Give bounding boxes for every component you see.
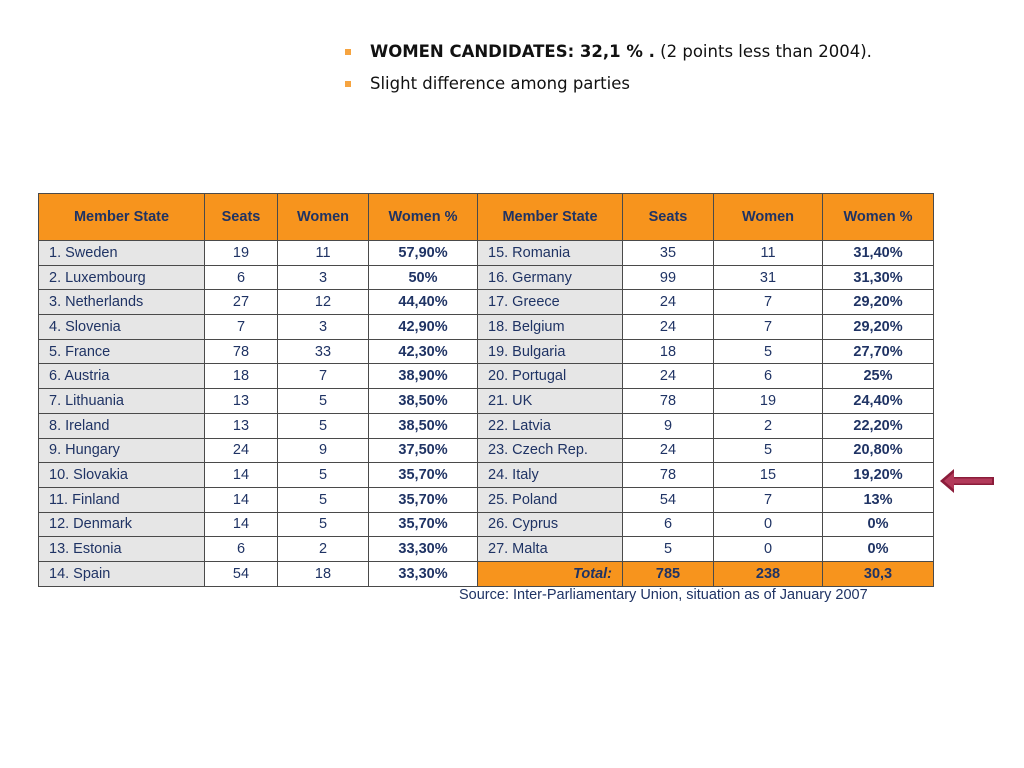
bullet-list: [345, 40, 872, 104]
table-row: [39, 438, 934, 463]
women-cell: 5: [278, 512, 369, 537]
bullet-bold-text: WOMEN CANDIDATES: 32,1 % .: [370, 42, 655, 61]
member-state-cell: 9. Hungary: [39, 438, 205, 463]
seats-cell: 7: [205, 315, 278, 340]
women-pct-cell: 31,30%: [823, 265, 934, 290]
women-pct-cell: 42,30%: [369, 339, 478, 364]
women-pct-cell: 22,20%: [823, 413, 934, 438]
table-row: [39, 265, 934, 290]
women-cell: 5: [278, 487, 369, 512]
women-cell: 0: [714, 537, 823, 562]
table-row: [39, 339, 934, 364]
women-cell: 7: [714, 290, 823, 315]
member-state-cell: 18. Belgium: [478, 315, 623, 340]
seats-cell: 19: [205, 241, 278, 266]
seats-cell: 13: [205, 389, 278, 414]
women-cell: 6: [714, 364, 823, 389]
women-cell: 31: [714, 265, 823, 290]
seats-cell: 54: [205, 561, 278, 586]
member-state-cell: 20. Portugal: [478, 364, 623, 389]
member-state-cell: 2. Luxembourg: [39, 265, 205, 290]
header-member-state: Member State: [39, 194, 205, 241]
member-state-cell: 11. Finland: [39, 487, 205, 512]
member-state-cell: 24. Italy: [478, 463, 623, 488]
seats-cell: 78: [205, 339, 278, 364]
women-pct-cell: 20,80%: [823, 438, 934, 463]
member-state-cell: 7. Lithuania: [39, 389, 205, 414]
women-pct-cell: 38,50%: [369, 389, 478, 414]
seats-cell: 14: [205, 512, 278, 537]
member-state-cell: 19. Bulgaria: [478, 339, 623, 364]
women-cell: 5: [278, 463, 369, 488]
member-state-cell: 27. Malta: [478, 537, 623, 562]
women-cell: 0: [714, 512, 823, 537]
table-row: [39, 290, 934, 315]
seats-cell: 6: [623, 512, 714, 537]
women-cell: 3: [278, 315, 369, 340]
member-state-cell: 4. Slovenia: [39, 315, 205, 340]
member-state-cell: 22. Latvia: [478, 413, 623, 438]
women-cell: 7: [714, 315, 823, 340]
member-state-cell: 6. Austria: [39, 364, 205, 389]
member-states-table: [38, 193, 934, 587]
seats-cell: 99: [623, 265, 714, 290]
bullet-parties-difference: [345, 72, 872, 104]
women-pct-cell: 42,90%: [369, 315, 478, 340]
seats-cell: 24: [623, 290, 714, 315]
women-pct-cell: 0%: [823, 537, 934, 562]
women-pct-cell: 44,40%: [369, 290, 478, 315]
seats-cell: 6: [205, 537, 278, 562]
header-member-state: Member State: [478, 194, 623, 241]
women-cell: 2: [278, 537, 369, 562]
table-row: [39, 487, 934, 512]
bullet-women-candidates: [345, 40, 872, 72]
table-row: [39, 512, 934, 537]
women-pct-cell: 31,40%: [823, 241, 934, 266]
member-state-cell: 16. Germany: [478, 265, 623, 290]
women-cell: 5: [714, 438, 823, 463]
member-state-cell: 15. Romania: [478, 241, 623, 266]
member-state-cell: 5. France: [39, 339, 205, 364]
women-cell: 11: [714, 241, 823, 266]
table-row: [39, 364, 934, 389]
women-pct-cell: 35,70%: [369, 512, 478, 537]
table-row: [39, 537, 934, 562]
women-pct-cell: 33,30%: [369, 561, 478, 586]
seats-cell: 18: [205, 364, 278, 389]
women-pct-cell: 37,50%: [369, 438, 478, 463]
total-seats-cell: 785: [623, 561, 714, 586]
women-cell: 11: [278, 241, 369, 266]
table-row: [39, 463, 934, 488]
table-row: [39, 561, 934, 586]
bullet-square-icon: [345, 81, 351, 87]
women-cell: 7: [714, 487, 823, 512]
women-pct-cell: 35,70%: [369, 487, 478, 512]
women-cell: 2: [714, 413, 823, 438]
seats-cell: 24: [623, 315, 714, 340]
member-state-cell: 1. Sweden: [39, 241, 205, 266]
seats-cell: 13: [205, 413, 278, 438]
member-state-cell: 23. Czech Rep.: [478, 438, 623, 463]
seats-cell: 24: [205, 438, 278, 463]
member-state-cell: 17. Greece: [478, 290, 623, 315]
seats-cell: 9: [623, 413, 714, 438]
table-row: [39, 315, 934, 340]
women-cell: 9: [278, 438, 369, 463]
member-state-cell: 3. Netherlands: [39, 290, 205, 315]
women-cell: 12: [278, 290, 369, 315]
source-note: Source: Inter-Parliamentary Union, situation as of January 2007: [459, 587, 868, 603]
table-row: [39, 389, 934, 414]
seats-cell: 5: [623, 537, 714, 562]
women-pct-cell: 50%: [369, 265, 478, 290]
women-pct-cell: 13%: [823, 487, 934, 512]
header-women: Women: [278, 194, 369, 241]
bullet-square-icon: [345, 49, 351, 55]
women-pct-cell: 29,20%: [823, 315, 934, 340]
member-state-cell: 13. Estonia: [39, 537, 205, 562]
women-pct-cell: 27,70%: [823, 339, 934, 364]
member-state-cell: 12. Denmark: [39, 512, 205, 537]
seats-cell: 54: [623, 487, 714, 512]
bullet-text: (2 points less than 2004).: [654, 42, 872, 61]
women-pct-cell: 25%: [823, 364, 934, 389]
member-state-cell: 8. Ireland: [39, 413, 205, 438]
header-women: Women: [714, 194, 823, 241]
seats-cell: 35: [623, 241, 714, 266]
seats-cell: 14: [205, 487, 278, 512]
women-pct-cell: 38,90%: [369, 364, 478, 389]
member-state-cell: 21. UK: [478, 389, 623, 414]
seats-cell: 78: [623, 389, 714, 414]
women-cell: 5: [278, 413, 369, 438]
women-cell: 3: [278, 265, 369, 290]
bullet-text: Slight difference among parties: [370, 74, 630, 93]
women-cell: 5: [278, 389, 369, 414]
seats-cell: 24: [623, 438, 714, 463]
left-arrow-icon: [940, 468, 996, 494]
women-cell: 15: [714, 463, 823, 488]
seats-cell: 24: [623, 364, 714, 389]
seats-cell: 6: [205, 265, 278, 290]
member-state-cell: 14. Spain: [39, 561, 205, 586]
women-cell: 19: [714, 389, 823, 414]
total-women-cell: 238: [714, 561, 823, 586]
seats-cell: 27: [205, 290, 278, 315]
header-seats: Seats: [623, 194, 714, 241]
seats-cell: 18: [623, 339, 714, 364]
seats-cell: 14: [205, 463, 278, 488]
women-cell: 18: [278, 561, 369, 586]
women-cell: 33: [278, 339, 369, 364]
member-state-cell: 10. Slovakia: [39, 463, 205, 488]
women-pct-cell: 19,20%: [823, 463, 934, 488]
women-pct-cell: 33,30%: [369, 537, 478, 562]
women-pct-cell: 57,90%: [369, 241, 478, 266]
table-row: [39, 241, 934, 266]
member-state-cell: 25. Poland: [478, 487, 623, 512]
header-women-pct: Women %: [369, 194, 478, 241]
total-label-cell: Total:: [478, 561, 623, 586]
header-women-pct: Women %: [823, 194, 934, 241]
women-pct-cell: 38,50%: [369, 413, 478, 438]
table-header-row: [39, 194, 934, 241]
member-state-cell: 26. Cyprus: [478, 512, 623, 537]
header-seats: Seats: [205, 194, 278, 241]
women-cell: 5: [714, 339, 823, 364]
women-pct-cell: 35,70%: [369, 463, 478, 488]
table-row: [39, 413, 934, 438]
women-pct-cell: 29,20%: [823, 290, 934, 315]
seats-cell: 78: [623, 463, 714, 488]
women-pct-cell: 24,40%: [823, 389, 934, 414]
total-women-pct-cell: 30,3: [823, 561, 934, 586]
women-pct-cell: 0%: [823, 512, 934, 537]
women-cell: 7: [278, 364, 369, 389]
